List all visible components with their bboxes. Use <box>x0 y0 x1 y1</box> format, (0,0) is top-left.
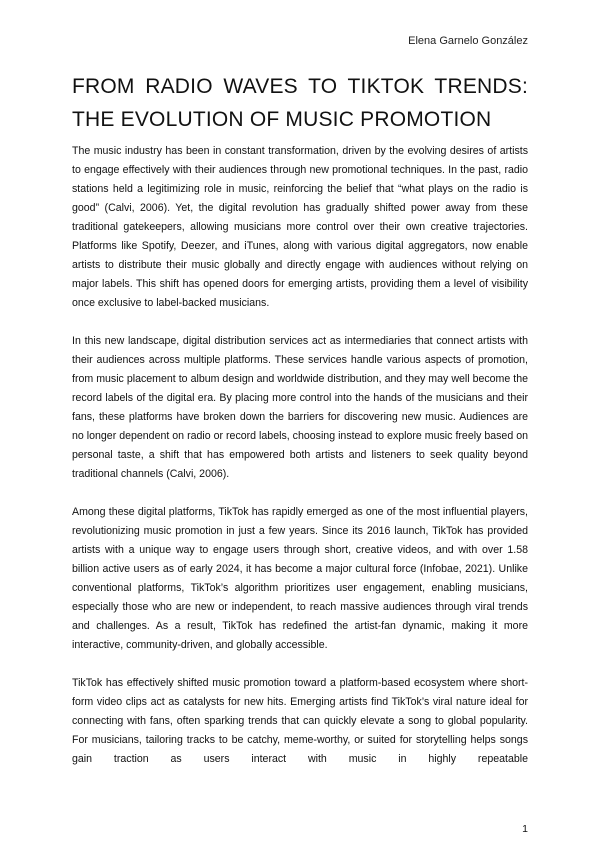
running-header-author: Elena Garnelo González <box>408 35 528 47</box>
paragraph: The music industry has been in constant transformation, driven by the evolving desires of artists to engage effectively with their audiences through new promotional techniques. In the past, radio stations held a legitimizing role in music, reinforcing the belief that “what plays on the radio is good” (Calvi, 2006). Yet, the digital revolution has gradually shifted power away from these traditional gatekeepers, allowing musicians more control over their own creative trajectories. Platforms like Spotify, Deezer, and iTunes, along with various digital aggregators, now enable artists to distribute their music globally and directly engage with audiences without relying on major labels. This shift has opened doors for emerging artists, providing them a level of visibility once exclusive to label-backed musicians. <box>72 145 528 309</box>
page-number: 1 <box>522 823 528 835</box>
document-body <box>72 142 528 788</box>
paragraph: Among these digital platforms, TikTok has rapidly emerged as one of the most influential players, revolutionizing music promotion in just a few years. Since its 2016 launch, TikTok has provided artists with a unique way to engage users through short, creative videos, and with over 1.58 billion active users as of early 2024, it has become a major cultural force (Infobae, 2021). Unlike conventional platforms, TikTok’s algorithm prioritizes user engagement, enabling musicians, especially those who are new or independent, to reach massive audiences through viral trends and challenges. As a result, TikTok has redefined the artist-fan dynamic, making it more interactive, community-driven, and globally accessible. <box>72 506 528 651</box>
paragraph: In this new landscape, digital distribution services act as intermediaries that connect artists with their audiences across multiple platforms. These services handle various aspects of promotion, from music placement to album design and worldwide distribution, and they may well become the record labels of the digital era. By placing more control into the hands of the musicians and their fans, these platforms have broken down the barriers for discovering new music. Audiences are no longer dependent on radio or record labels, choosing instead to explore music freely based on personal taste, a shift that has empowered both artists and listeners to seek quality beyond traditional channels (Calvi, 2006). <box>72 335 528 480</box>
document-title <box>72 70 528 136</box>
title-line-1: FROM RADIO WAVES TO TIKTOK TRENDS: <box>72 75 528 98</box>
title-line-2: THE EVOLUTION OF MUSIC PROMOTION <box>72 108 492 131</box>
paragraph: TikTok has effectively shifted music promotion toward a platform-based ecosystem where short-form video clips act as catalysts for new hits. Emerging artists find TikTok’s viral nature ideal for connecting with fans, often sparking trends that can quickly elevate a song to global popularity. For musicians, tailoring tracks to be catchy, meme-worthy, or suited for storytelling helps songs gain traction as users interact with music in highly repeatable <box>72 677 528 765</box>
